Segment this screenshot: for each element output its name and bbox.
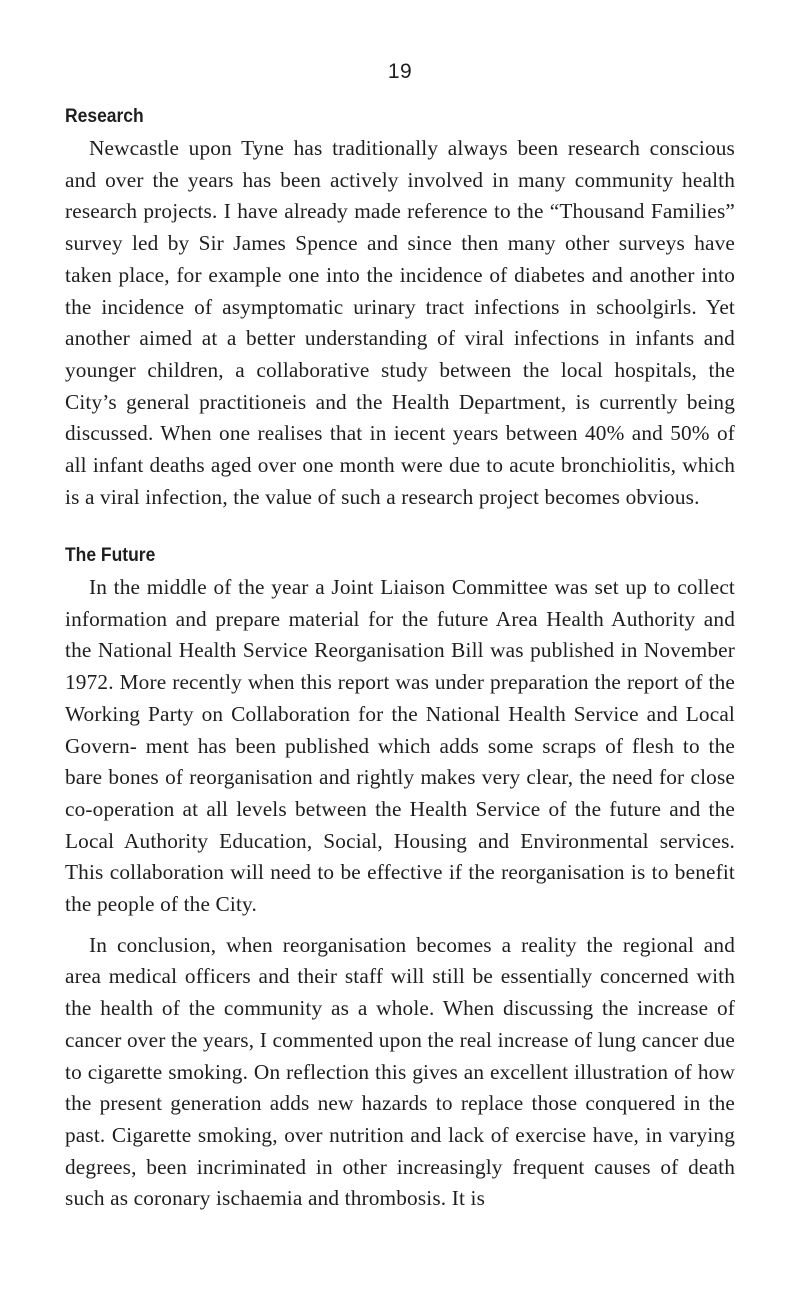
future-heading: The Future xyxy=(65,545,156,566)
page-number: 19 xyxy=(387,60,413,83)
future-section xyxy=(65,542,735,1215)
research-paragraph: Newcastle upon Tyne has traditionally always been research conscious and over the years has been actively involved in many community health research projects. I have already made reference to the “Thousand Families” survey led by Sir James Spence and since then many other surveys have taken place, for example one into the incidence of diabetes and another into the incidence of asymptomatic urinary tract infections in schoolgirls. Yet another aimed at a better understanding of viral infections in infants and younger children, a collaborative study between the local hospitals, the City’s general practitioneis and the Health Department, is currently being discussed. When one realises that in iecent years between 40% and 50% of all infant deaths aged over one month were due to acute bronchiolitis, which is a viral infection, the value of such a research project becomes obvious. xyxy=(65,136,735,509)
future-paragraph-1: In the middle of the year a Joint Liaison Committee was set up to collect information and prepare material for the future Area Health Authority and the National Health Service Reorganisation Bill was published in November 1972. More recently when this report was under preparation the report of the Working Party on Collaboration for the National Health Service and Local Govern- ment has been published which adds some scraps of flesh to the bare bones of reorganisation and rightly makes very clear, the need for close co-operation at all levels between the Health Service of the future and the Local Authority Education, Social, Housing and Environmental services. This collaboration will need to be effective if the reorganisation is to benefit the people of the City. xyxy=(65,575,735,917)
future-paragraph-2: In conclusion, when reorganisation becomes a reality the regional and area medical officers and their staff will still be essentially concerned with the health of the community as a whole. When discussing the increase of cancer over the years, I commented upon the real increase of lung cancer due to cigarette smoking. On reflection this gives an excellent illustration of how the present generation adds new hazards to replace those conquered in the past. Cigarette smoking, over nutrition and lack of exercise have, in varying degrees, been incriminated in other increasingly frequent causes of death such as coronary ischaemia and thrombosis. It is xyxy=(65,932,735,1211)
research-section xyxy=(65,103,735,513)
research-heading: Research xyxy=(65,106,144,127)
